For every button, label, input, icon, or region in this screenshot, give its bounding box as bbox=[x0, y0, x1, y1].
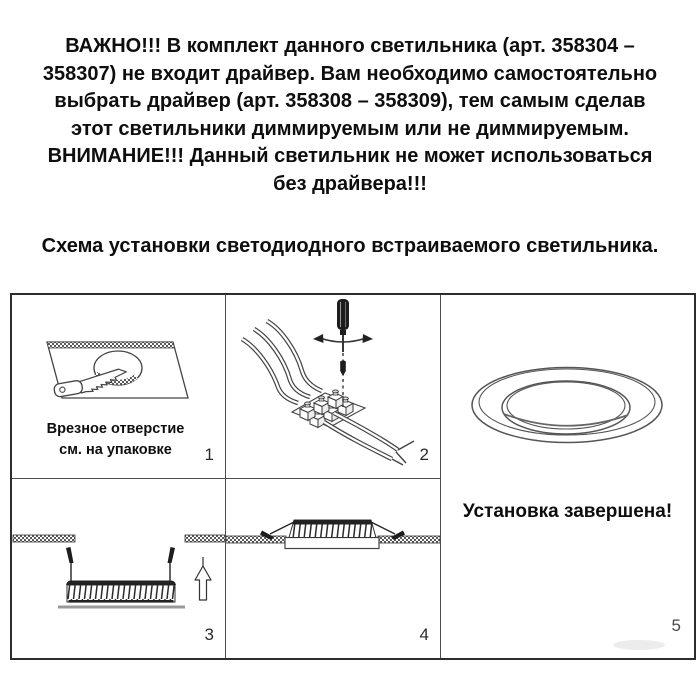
warning-line: 358307) не входит драйвер. Вам необходимо самостоятельно bbox=[42, 62, 658, 85]
step-number-5: 5 bbox=[671, 616, 681, 635]
warning-line: ВНИМАНИЕ!!! Данный светильник не может использоваться bbox=[47, 145, 653, 167]
installation-diagram-grid bbox=[10, 293, 696, 660]
panel1-caption bbox=[12, 419, 219, 461]
step-number-1: 1 bbox=[204, 445, 214, 464]
panel1-caption-line1: Врезное отверстие bbox=[46, 421, 185, 437]
panel-step-4 bbox=[226, 479, 440, 658]
warning-line: этот светильники диммируемым или не диммируемым. bbox=[71, 117, 629, 140]
warning-line: ВАЖНО!!! В комплект данного светильника (арт. 358304 – bbox=[65, 35, 635, 57]
luminaire-body-drawing bbox=[66, 580, 176, 602]
panel-step-5 bbox=[441, 295, 694, 658]
diagram-title: Схема установки светодиодного встраиваемого светильника. bbox=[41, 235, 659, 257]
print-smudge bbox=[613, 640, 665, 650]
trim-ring-drawing bbox=[285, 538, 379, 549]
arrow-up-icon bbox=[195, 557, 211, 600]
wires-drawing bbox=[242, 321, 322, 403]
step-number-4: 4 bbox=[419, 625, 429, 644]
insert-luminaire-illustration bbox=[12, 479, 225, 658]
warning-line: без драйвера!!! bbox=[273, 172, 427, 195]
panel-step-2 bbox=[226, 295, 440, 478]
step-number-2: 2 bbox=[419, 445, 429, 464]
finished-downlight-illustration bbox=[441, 295, 694, 658]
panel-step-1 bbox=[12, 295, 225, 478]
spring-clips-drawing bbox=[66, 547, 175, 582]
panel1-caption-line2: см. на упаковке bbox=[59, 442, 172, 458]
panel5-caption: Установка завершена! bbox=[462, 501, 673, 522]
wiring-illustration bbox=[226, 295, 440, 478]
step-number-3: 3 bbox=[204, 625, 214, 644]
screwdriver-icon bbox=[313, 299, 373, 352]
installed-luminaire-illustration bbox=[226, 479, 440, 658]
panel-step-3 bbox=[12, 479, 225, 658]
luminaire-body-drawing bbox=[289, 520, 376, 538]
warning-line: выбрать драйвер (арт. 358308 – 358309), тем самым сделав bbox=[54, 90, 646, 112]
warning-text bbox=[0, 33, 700, 198]
